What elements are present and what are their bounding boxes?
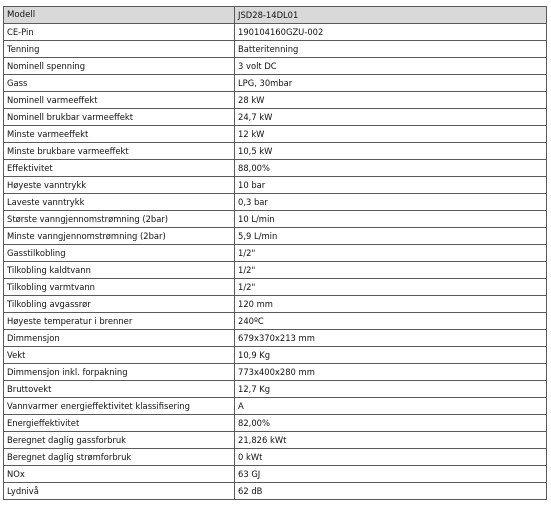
spec-label: Høyeste temperatur i brenner xyxy=(4,313,235,330)
table-row xyxy=(4,466,547,483)
table-row xyxy=(4,313,547,330)
spec-value: 240ºC xyxy=(235,313,547,330)
spec-value: A xyxy=(235,398,547,415)
table-row xyxy=(4,92,547,109)
spec-label: Dimmensjon inkl. forpakning xyxy=(4,364,235,381)
spec-value: LPG, 30mbar xyxy=(235,75,547,92)
spec-value: 3 volt DC xyxy=(235,58,547,75)
spec-value: 10 bar xyxy=(235,177,547,194)
table-row xyxy=(4,177,547,194)
spec-value: 0 kWt xyxy=(235,449,547,466)
spec-label: Tilkobling kaldtvann xyxy=(4,262,235,279)
spec-value: 10,5 kW xyxy=(235,143,547,160)
table-row xyxy=(4,381,547,398)
table-row xyxy=(4,279,547,296)
spec-value: 1/2" xyxy=(235,279,547,296)
spec-label: Bruttovekt xyxy=(4,381,235,398)
spec-label: Vannvarmer energieffektivitet klassifisering xyxy=(4,398,235,415)
spec-label: Tilkobling avgassrør xyxy=(4,296,235,313)
spec-value: 679x370x213 mm xyxy=(235,330,547,347)
table-header-row xyxy=(4,7,547,24)
table-row xyxy=(4,330,547,347)
spec-label: NOx xyxy=(4,466,235,483)
spec-label: Høyeste vanntrykk xyxy=(4,177,235,194)
table-row xyxy=(4,143,547,160)
spec-value: 88,00% xyxy=(235,160,547,177)
spec-label: Gasstilkobling xyxy=(4,245,235,262)
table-row xyxy=(4,262,547,279)
spec-label: Laveste vanntrykk xyxy=(4,194,235,211)
header-label: Modell xyxy=(4,7,235,24)
table-row xyxy=(4,228,547,245)
spec-value: 21,826 kWt xyxy=(235,432,547,449)
table-row xyxy=(4,211,547,228)
spec-table-body xyxy=(4,7,547,500)
table-row xyxy=(4,415,547,432)
spec-value: 28 kW xyxy=(235,92,547,109)
table-row xyxy=(4,126,547,143)
spec-label: Gass xyxy=(4,75,235,92)
table-row xyxy=(4,483,547,500)
spec-label: Tenning xyxy=(4,41,235,58)
spec-value: 120 mm xyxy=(235,296,547,313)
spec-label: Beregnet daglig strømforbruk xyxy=(4,449,235,466)
table-row xyxy=(4,109,547,126)
spec-label: Minste varmeeffekt xyxy=(4,126,235,143)
spec-label: Nominell varmeeffekt xyxy=(4,92,235,109)
table-row xyxy=(4,364,547,381)
spec-value: 12 kW xyxy=(235,126,547,143)
header-value: JSD28-14DL01 xyxy=(235,7,547,24)
spec-value: 0,3 bar xyxy=(235,194,547,211)
spec-value: 62 dB xyxy=(235,483,547,500)
table-row xyxy=(4,296,547,313)
spec-value: 5,9 L/min xyxy=(235,228,547,245)
spec-value: 10 L/min xyxy=(235,211,547,228)
spec-label: Minste vanngjennomstrømning (2bar) xyxy=(4,228,235,245)
spec-value: 773x400x280 mm xyxy=(235,364,547,381)
spec-value: 10,9 Kg xyxy=(235,347,547,364)
table-row xyxy=(4,245,547,262)
spec-value: 190104160GZU-002 xyxy=(235,24,547,41)
table-row xyxy=(4,432,547,449)
table-row xyxy=(4,160,547,177)
spec-label: Vekt xyxy=(4,347,235,364)
spec-label: Tilkobling varmtvann xyxy=(4,279,235,296)
spec-table xyxy=(3,6,547,500)
table-row xyxy=(4,24,547,41)
spec-value: 1/2" xyxy=(235,262,547,279)
spec-label: Effektivitet xyxy=(4,160,235,177)
table-row xyxy=(4,449,547,466)
table-row xyxy=(4,41,547,58)
spec-value: 24,7 kW xyxy=(235,109,547,126)
spec-value: 82,00% xyxy=(235,415,547,432)
table-row xyxy=(4,398,547,415)
spec-label: CE-Pin xyxy=(4,24,235,41)
table-row xyxy=(4,194,547,211)
spec-value: Batteritenning xyxy=(235,41,547,58)
table-row xyxy=(4,347,547,364)
spec-value: 63 GJ xyxy=(235,466,547,483)
table-row xyxy=(4,75,547,92)
spec-label: Dimmensjon xyxy=(4,330,235,347)
spec-label: Minste brukbare varmeeffekt xyxy=(4,143,235,160)
spec-value: 1/2" xyxy=(235,245,547,262)
spec-label: Nominell spenning xyxy=(4,58,235,75)
spec-label: Lydnivå xyxy=(4,483,235,500)
spec-label: Nominell brukbar varmeeffekt xyxy=(4,109,235,126)
spec-value: 12,7 Kg xyxy=(235,381,547,398)
spec-label: Beregnet daglig gassforbruk xyxy=(4,432,235,449)
spec-label: Største vanngjennomstrømning (2bar) xyxy=(4,211,235,228)
table-row xyxy=(4,58,547,75)
spec-label: Energieffektivitet xyxy=(4,415,235,432)
